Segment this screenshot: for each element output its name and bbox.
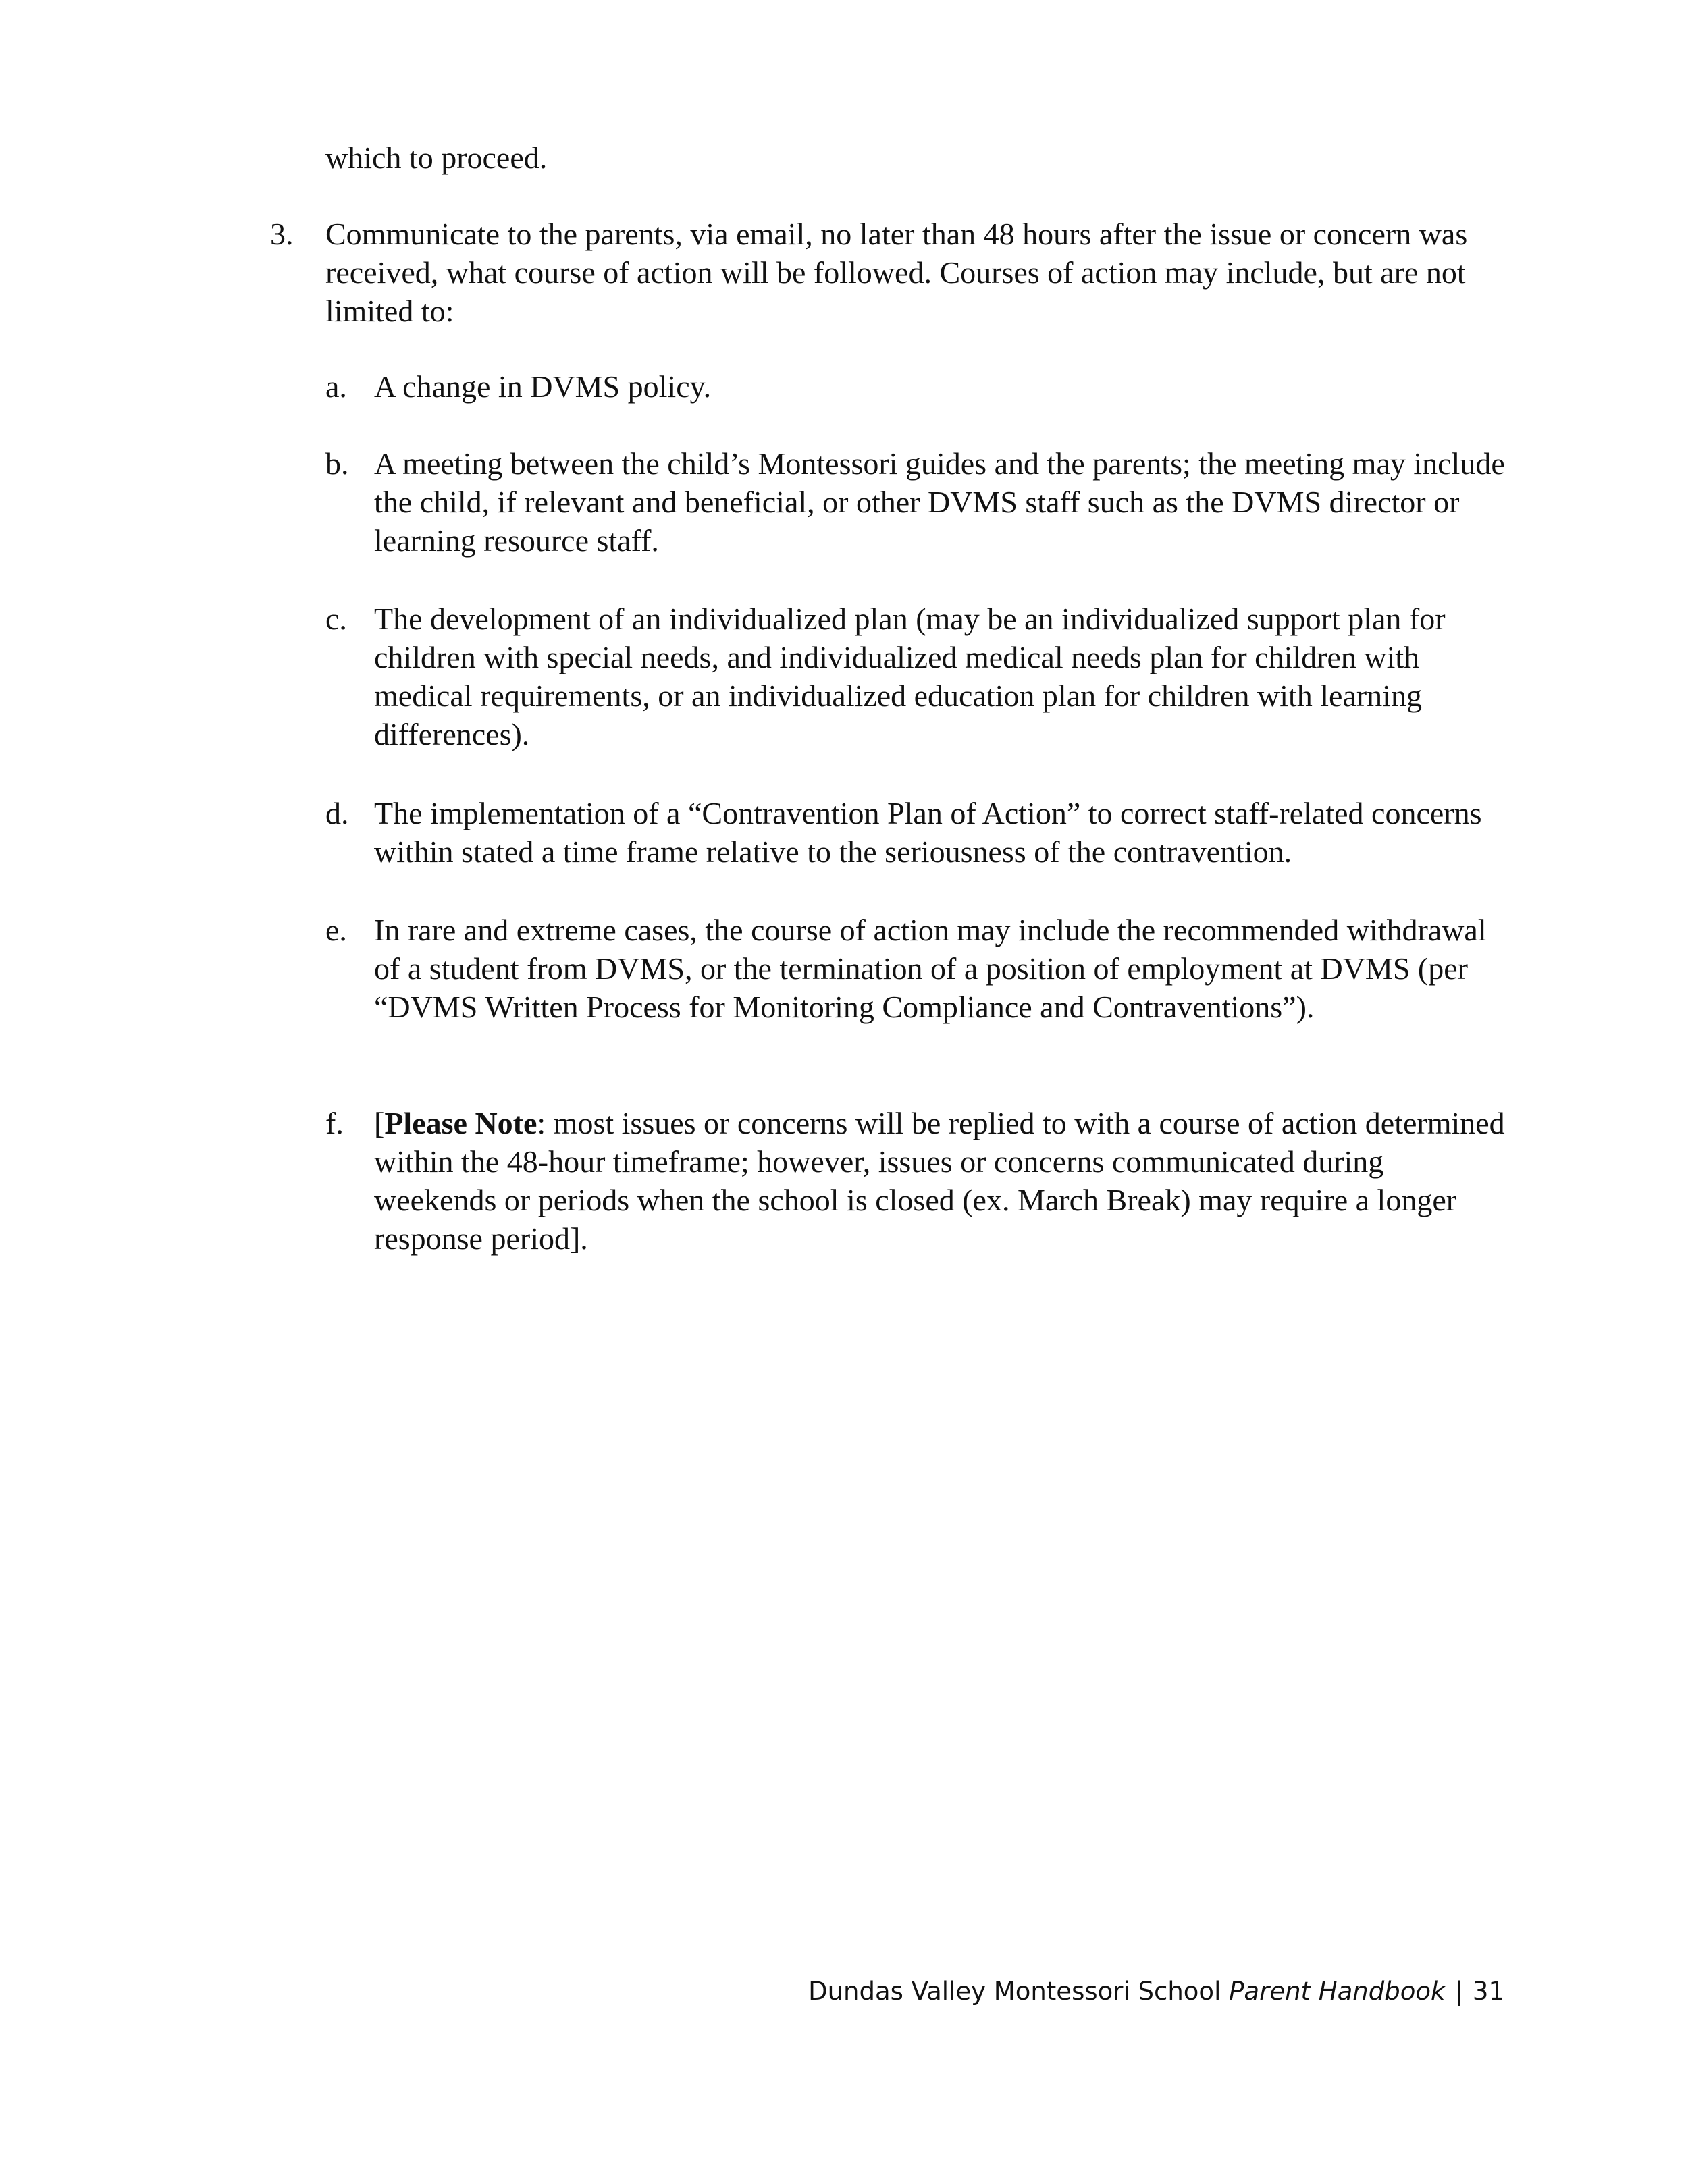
continuation-text: which to proceed. <box>325 140 548 175</box>
sub-item-text: The implementation of a “Contravention Plan of Action” to correct staff-related concerns within stated a time frame relative to the seriousness of the contravention. <box>374 796 1482 869</box>
sub-item-marker: f. <box>325 1106 344 1140</box>
page-footer <box>808 1975 1504 2008</box>
open-bracket: [ <box>374 1106 385 1140</box>
sub-item-text: The development of an individualized plan (may be an individualized support plan for children with special needs, and individualized medical needs plan for children with medical requirements, or an individualized education plan for children with learning differences). <box>374 602 1446 751</box>
sub-item-text <box>374 1104 1514 1258</box>
page-number: 31 <box>1472 1977 1504 2006</box>
footer-handbook-title: Parent Handbook <box>1229 1977 1446 2006</box>
list-item-text: Communicate to the parents, via email, no later than 48 hours after the issue or concern was received, what course of action will be followed. Courses of action may include, but are not limited to: <box>325 217 1468 328</box>
sub-item-text: A change in DVMS policy. <box>374 369 712 404</box>
sub-item-marker: c. <box>325 602 347 636</box>
list-marker: 3. <box>270 217 294 251</box>
sub-item-text: A meeting between the child’s Montessori guides and the parents; the meeting may include the child, if relevant and beneficial, or other DVMS staff such as the DVMS director or learning resource staff. <box>374 446 1505 558</box>
sub-item-marker: e. <box>325 913 347 947</box>
footer-school-name: Dundas Valley Montessori School <box>808 1977 1221 2006</box>
sub-item-marker: a. <box>325 369 347 404</box>
sub-item-marker: b. <box>325 446 349 481</box>
sub-item-marker: d. <box>325 796 349 830</box>
please-note-label: Please Note <box>384 1106 537 1140</box>
footer-separator: | <box>1454 1977 1463 2006</box>
sub-item-text: In rare and extreme cases, the course of action may include the recommended withdrawal of a student from DVMS, or the termination of a position of employment at DVMS (per “DVMS Written Process for Monitoring Compliance and Contraventions”). <box>374 913 1487 1024</box>
note-text: : most issues or concerns will be replied to with a course of action determined within the 48-hour timeframe; however, issues or concerns communicated during weekends or periods when the school is closed (ex. March Break) may require a longer response period]. <box>374 1106 1505 1256</box>
